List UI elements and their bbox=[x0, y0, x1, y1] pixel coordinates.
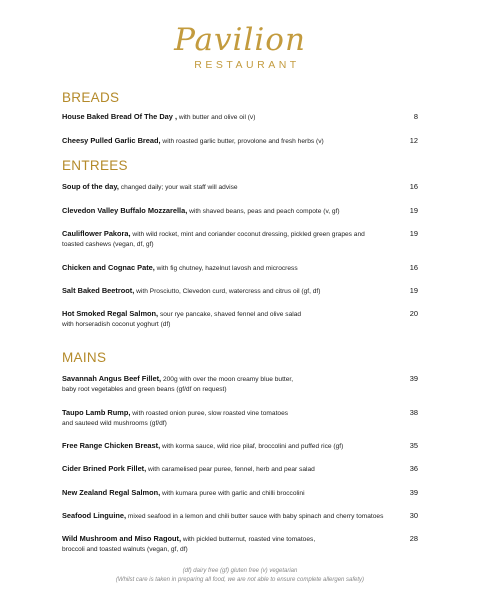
item-name: Cheesy Pulled Garlic Bread, bbox=[62, 136, 161, 145]
section-title-entrees: ENTREES bbox=[62, 158, 128, 173]
menu-item bbox=[62, 374, 422, 394]
menu-item bbox=[62, 488, 422, 499]
item-price: 38 bbox=[409, 408, 418, 417]
item-price: 12 bbox=[409, 136, 418, 145]
item-price: 36 bbox=[409, 464, 418, 473]
item-price: 39 bbox=[409, 374, 418, 383]
menu-item bbox=[62, 441, 422, 452]
item-name: Seafood Linguine, bbox=[62, 511, 127, 520]
item-name: Savannah Angus Beef Fillet, bbox=[62, 374, 162, 383]
allergen-disclaimer: (Whilst care is taken in preparing all food, we are not able to ensure complete allergen safety) bbox=[115, 577, 365, 583]
item-price: 28 bbox=[409, 534, 418, 543]
item-price: 16 bbox=[409, 263, 418, 272]
item-description-line2: broccoli and toasted walnuts (vegan, gf, df) bbox=[62, 545, 188, 553]
item-name: Clevedon Valley Buffalo Mozzarella, bbox=[62, 206, 188, 215]
menu-item bbox=[62, 534, 422, 554]
section-title-breads: BREADS bbox=[62, 90, 120, 105]
restaurant-logo bbox=[0, 22, 480, 72]
item-description: with korma sauce, wild rice pilaf, broccolini and puffed rice (gf) bbox=[160, 443, 344, 450]
menu-item bbox=[62, 263, 422, 274]
item-description: with fig chutney, hazelnut lavosh and microcress bbox=[154, 265, 298, 272]
item-price: 35 bbox=[409, 441, 418, 450]
menu-item bbox=[62, 464, 422, 475]
item-description-line2: baby root vegetables and green beans (gf/df on request) bbox=[62, 385, 227, 393]
item-name: Chicken and Cognac Pate, bbox=[62, 263, 155, 272]
item-description: with shaved beans, peas and peach compote (v, gf) bbox=[187, 208, 340, 215]
item-description: with roasted onion puree, slow roasted vine tomatoes bbox=[130, 410, 289, 417]
item-name: Wild Mushroom and Miso Ragout, bbox=[62, 534, 181, 543]
menu-item bbox=[62, 286, 422, 297]
item-name: Hot Smoked Regal Salmon, bbox=[62, 309, 159, 318]
item-description: with Prosciutto, Clevedon curd, watercress and citrus oil (gf, df) bbox=[134, 288, 321, 295]
menu-item bbox=[62, 511, 422, 522]
item-description: with pickled butternut, roasted vine tomatoes, bbox=[181, 536, 316, 543]
item-name: Cauliflower Pakora, bbox=[62, 229, 131, 238]
item-description: with roasted garlic butter, provolone and fresh herbs (v) bbox=[160, 138, 324, 145]
menu-item bbox=[62, 182, 422, 193]
item-price: 8 bbox=[413, 112, 418, 121]
item-name: Salt Baked Beetroot, bbox=[62, 286, 135, 295]
menu-item bbox=[62, 309, 422, 329]
item-description-line2: toasted cashews (vegan, df, gf) bbox=[62, 240, 154, 248]
item-price: 19 bbox=[409, 229, 418, 238]
section-title-mains: MAINS bbox=[62, 350, 107, 365]
item-price: 30 bbox=[409, 511, 418, 520]
menu-item bbox=[62, 229, 422, 249]
item-price: 19 bbox=[409, 286, 418, 295]
menu-item bbox=[62, 136, 422, 147]
item-name: New Zealand Regal Salmon, bbox=[62, 488, 161, 497]
item-name: House Baked Bread Of The Day , bbox=[62, 112, 177, 121]
item-description: with wild rocket, mint and coriander coconut dressing, pickled green grapes and bbox=[130, 231, 365, 238]
item-name: Free Range Chicken Breast, bbox=[62, 441, 161, 450]
item-description: with caramelised pear puree, fennel, herb and pear salad bbox=[146, 466, 315, 473]
logo-script-text: Pavilion bbox=[174, 22, 306, 58]
menu-item bbox=[62, 112, 422, 123]
item-price: 19 bbox=[409, 206, 418, 215]
item-description: sour rye pancake, shaved fennel and olive salad bbox=[158, 311, 302, 318]
menu-item bbox=[62, 206, 422, 217]
item-price: 16 bbox=[409, 182, 418, 191]
item-price: 39 bbox=[409, 488, 418, 497]
item-price: 20 bbox=[409, 309, 418, 318]
item-description: changed daily; your wait staff will advise bbox=[118, 184, 238, 191]
item-name: Soup of the day, bbox=[62, 182, 119, 191]
item-name: Taupo Lamb Rump, bbox=[62, 408, 131, 417]
dietary-legend: (df) dairy free (gf) gluten free (v) vegetarian bbox=[182, 568, 298, 574]
item-description-line2: and sauteed wild mushrooms (gf/df) bbox=[62, 419, 167, 427]
item-description: with butter and olive oil (v) bbox=[177, 114, 256, 121]
logo-subtitle: RESTAURANT bbox=[194, 59, 300, 71]
item-description: 200g with over the moon creamy blue butter, bbox=[161, 376, 294, 383]
menu-item bbox=[62, 408, 422, 428]
item-name: Cider Brined Pork Fillet, bbox=[62, 464, 147, 473]
item-description: with kumara puree with garlic and chilli broccolini bbox=[160, 490, 305, 497]
item-description: mixed seafood in a lemon and chili butter sauce with baby spinach and cherry tomatoes bbox=[126, 513, 384, 520]
item-description-line2: with horseradish coconut yoghurt (df) bbox=[62, 320, 171, 328]
